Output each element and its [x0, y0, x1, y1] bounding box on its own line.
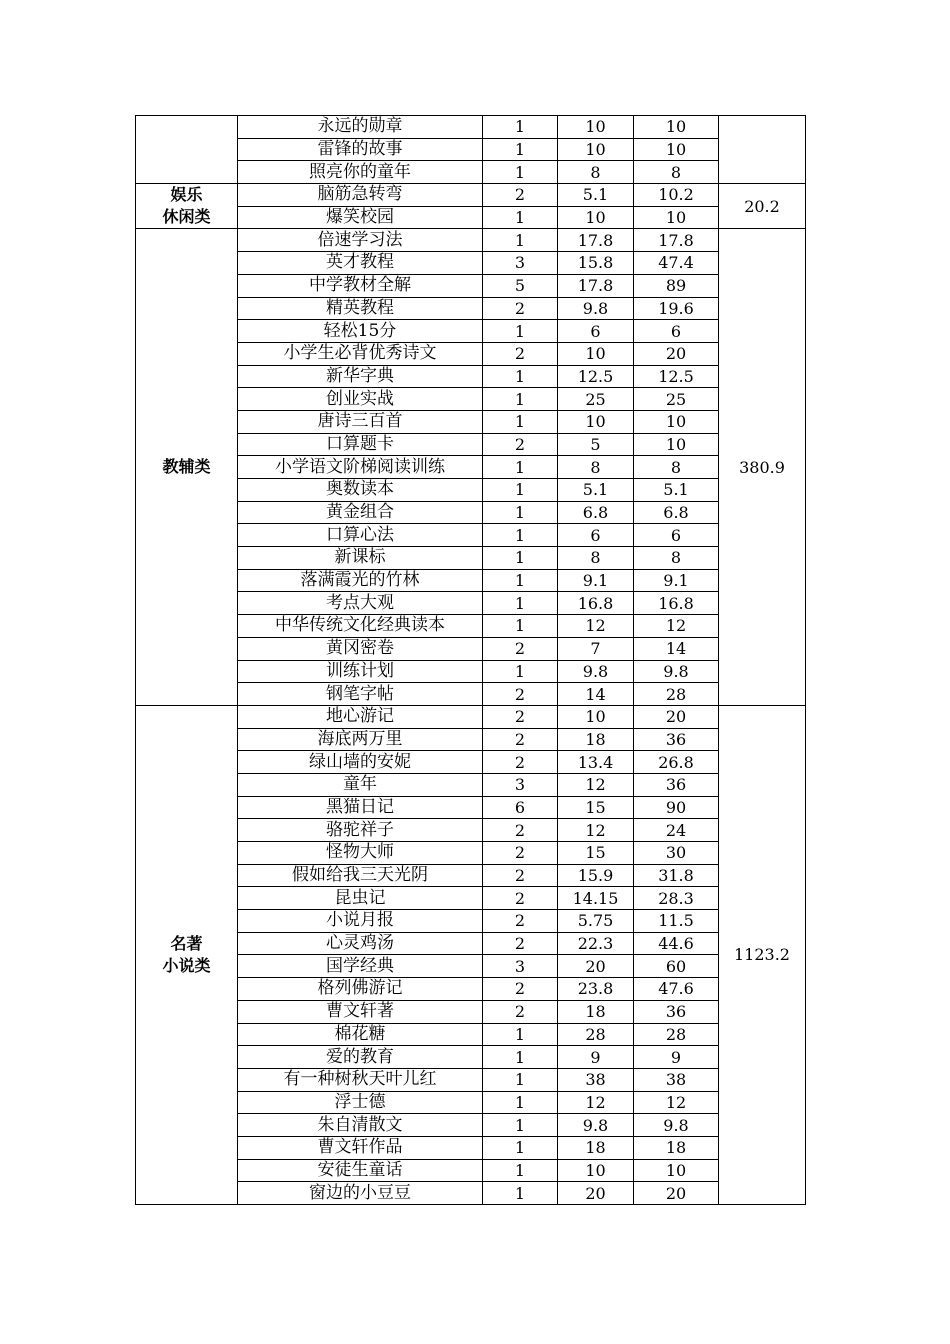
book-name-cell: 朱自清散文 [238, 1114, 483, 1137]
book-amount-cell: 10.2 [634, 184, 719, 207]
book-price-cell: 10 [558, 206, 634, 229]
book-qty-cell: 2 [483, 819, 558, 842]
book-amount-cell: 16.8 [634, 592, 719, 615]
book-price-cell: 13.4 [558, 751, 634, 774]
book-price-cell: 9.1 [558, 569, 634, 592]
book-name-cell: 浮士德 [238, 1091, 483, 1114]
book-name-cell: 考点大观 [238, 592, 483, 615]
book-qty-cell: 2 [483, 184, 558, 207]
book-price-cell: 5.1 [558, 479, 634, 502]
book-price-cell: 20 [558, 955, 634, 978]
book-name-cell: 心灵鸡汤 [238, 932, 483, 955]
book-qty-cell: 1 [483, 479, 558, 502]
book-qty-cell: 1 [483, 615, 558, 638]
book-amount-cell: 9.8 [634, 1114, 719, 1137]
book-price-cell: 8 [558, 456, 634, 479]
book-amount-cell: 36 [634, 1000, 719, 1023]
book-amount-cell: 12 [634, 1091, 719, 1114]
book-qty-cell: 2 [483, 637, 558, 660]
book-qty-cell: 1 [483, 365, 558, 388]
book-qty-cell: 1 [483, 388, 558, 411]
book-qty-cell: 1 [483, 660, 558, 683]
book-qty-cell: 1 [483, 320, 558, 343]
book-name-cell: 精英教程 [238, 297, 483, 320]
book-amount-cell: 89 [634, 274, 719, 297]
book-amount-cell: 6 [634, 320, 719, 343]
book-amount-cell: 8 [634, 161, 719, 184]
book-amount-cell: 28.3 [634, 887, 719, 910]
book-price-cell: 28 [558, 1023, 634, 1046]
book-qty-cell: 1 [483, 229, 558, 252]
book-name-cell: 绿山墙的安妮 [238, 751, 483, 774]
book-qty-cell: 1 [483, 1136, 558, 1159]
book-amount-cell: 12.5 [634, 365, 719, 388]
book-name-cell: 国学经典 [238, 955, 483, 978]
book-price-cell: 14.15 [558, 887, 634, 910]
book-price-cell: 14 [558, 683, 634, 706]
book-name-cell: 地心游记 [238, 705, 483, 728]
book-qty-cell: 1 [483, 116, 558, 139]
category-total-cell: 380.9 [719, 229, 806, 705]
book-price-cell: 12 [558, 615, 634, 638]
book-name-cell: 新华字典 [238, 365, 483, 388]
book-price-cell: 9 [558, 1046, 634, 1069]
table-row [136, 184, 806, 207]
book-qty-cell: 3 [483, 955, 558, 978]
book-amount-cell: 25 [634, 388, 719, 411]
book-qty-cell: 1 [483, 1114, 558, 1137]
book-amount-cell: 44.6 [634, 932, 719, 955]
book-price-cell: 18 [558, 1000, 634, 1023]
book-name-cell: 海底两万里 [238, 728, 483, 751]
book-name-cell: 英才教程 [238, 252, 483, 275]
book-name-cell: 口算心法 [238, 524, 483, 547]
book-qty-cell: 1 [483, 1046, 558, 1069]
book-qty-cell: 1 [483, 456, 558, 479]
book-name-cell: 新课标 [238, 547, 483, 570]
book-amount-cell: 24 [634, 819, 719, 842]
book-price-cell: 10 [558, 1159, 634, 1182]
book-name-cell: 永远的勋章 [238, 116, 483, 139]
book-name-cell: 中学教材全解 [238, 274, 483, 297]
book-name-cell: 小说月报 [238, 910, 483, 933]
book-qty-cell: 2 [483, 751, 558, 774]
category-cell [136, 705, 238, 1204]
book-price-cell: 12 [558, 773, 634, 796]
book-price-cell: 10 [558, 410, 634, 433]
book-price-cell: 5 [558, 433, 634, 456]
category-label: 休闲类 [162, 207, 211, 227]
book-name-cell: 脑筋急转弯 [238, 184, 483, 207]
book-amount-cell: 11.5 [634, 910, 719, 933]
book-amount-cell: 9 [634, 1046, 719, 1069]
book-amount-cell: 10 [634, 433, 719, 456]
book-qty-cell: 1 [483, 592, 558, 615]
book-name-cell: 黑猫日记 [238, 796, 483, 819]
book-price-cell: 9.8 [558, 297, 634, 320]
category-total-cell: 1123.2 [719, 705, 806, 1204]
book-amount-cell: 26.8 [634, 751, 719, 774]
book-price-cell: 10 [558, 138, 634, 161]
book-amount-cell: 60 [634, 955, 719, 978]
book-name-cell: 口算题卡 [238, 433, 483, 456]
book-price-cell: 6 [558, 524, 634, 547]
book-price-cell: 15.9 [558, 864, 634, 887]
book-price-cell: 9.8 [558, 1114, 634, 1137]
book-price-cell: 18 [558, 1136, 634, 1159]
book-qty-cell: 2 [483, 342, 558, 365]
book-amount-cell: 36 [634, 728, 719, 751]
book-price-cell: 25 [558, 388, 634, 411]
book-name-cell: 训练计划 [238, 660, 483, 683]
category-cell [136, 229, 238, 705]
book-qty-cell: 1 [483, 569, 558, 592]
book-amount-cell: 8 [634, 547, 719, 570]
book-amount-cell: 31.8 [634, 864, 719, 887]
book-amount-cell: 36 [634, 773, 719, 796]
book-name-cell: 曹文轩著 [238, 1000, 483, 1023]
book-name-cell: 奥数读本 [238, 479, 483, 502]
book-amount-cell: 47.4 [634, 252, 719, 275]
book-name-cell: 小学语文阶梯阅读训练 [238, 456, 483, 479]
book-qty-cell: 1 [483, 1182, 558, 1205]
book-name-cell: 钢笔字帖 [238, 683, 483, 706]
book-price-cell: 8 [558, 547, 634, 570]
book-price-cell: 10 [558, 116, 634, 139]
book-qty-cell: 1 [483, 410, 558, 433]
book-amount-cell: 8 [634, 456, 719, 479]
book-qty-cell: 2 [483, 705, 558, 728]
book-price-cell: 6 [558, 320, 634, 343]
book-name-cell: 假如给我三天光阴 [238, 864, 483, 887]
book-qty-cell: 5 [483, 274, 558, 297]
book-qty-cell: 2 [483, 910, 558, 933]
book-amount-cell: 10 [634, 206, 719, 229]
book-price-cell: 8 [558, 161, 634, 184]
book-price-cell: 15 [558, 842, 634, 865]
book-name-cell: 昆虫记 [238, 887, 483, 910]
book-price-cell: 7 [558, 637, 634, 660]
book-amount-cell: 12 [634, 615, 719, 638]
book-amount-cell: 14 [634, 637, 719, 660]
book-price-cell: 15 [558, 796, 634, 819]
book-qty-cell: 1 [483, 1068, 558, 1091]
book-qty-cell: 2 [483, 1000, 558, 1023]
book-amount-cell: 20 [634, 705, 719, 728]
book-name-cell: 棉花糖 [238, 1023, 483, 1046]
book-qty-cell: 1 [483, 1159, 558, 1182]
book-amount-cell: 28 [634, 683, 719, 706]
book-name-cell: 照亮你的童年 [238, 161, 483, 184]
book-name-cell: 轻松15分 [238, 320, 483, 343]
book-name-cell: 黄冈密卷 [238, 637, 483, 660]
category-cell [136, 184, 238, 229]
book-price-cell: 6.8 [558, 501, 634, 524]
book-amount-cell: 9.8 [634, 660, 719, 683]
book-amount-cell: 10 [634, 116, 719, 139]
book-name-cell: 曹文轩作品 [238, 1136, 483, 1159]
book-price-cell: 17.8 [558, 229, 634, 252]
book-price-cell: 12 [558, 819, 634, 842]
book-name-cell: 爱的教育 [238, 1046, 483, 1069]
book-amount-cell: 10 [634, 410, 719, 433]
book-amount-cell: 20 [634, 342, 719, 365]
book-qty-cell: 3 [483, 252, 558, 275]
book-name-cell: 安徒生童话 [238, 1159, 483, 1182]
book-price-cell: 5.75 [558, 910, 634, 933]
book-amount-cell: 30 [634, 842, 719, 865]
book-amount-cell: 20 [634, 1182, 719, 1205]
book-name-cell: 小学生必背优秀诗文 [238, 342, 483, 365]
table-body [136, 116, 806, 1205]
book-qty-cell: 2 [483, 433, 558, 456]
book-qty-cell: 3 [483, 773, 558, 796]
book-price-cell: 20 [558, 1182, 634, 1205]
category-label: 教辅类 [162, 457, 211, 477]
book-qty-cell: 2 [483, 978, 558, 1001]
book-qty-cell: 6 [483, 796, 558, 819]
book-qty-cell: 1 [483, 1091, 558, 1114]
book-amount-cell: 19.6 [634, 297, 719, 320]
book-amount-cell: 5.1 [634, 479, 719, 502]
book-qty-cell: 2 [483, 683, 558, 706]
category-label: 名著 [170, 933, 203, 953]
category-total-cell [719, 116, 806, 184]
book-price-cell: 10 [558, 342, 634, 365]
book-qty-cell: 2 [483, 728, 558, 751]
book-name-cell: 有一种树秋天叶儿红 [238, 1068, 483, 1091]
book-amount-cell: 6.8 [634, 501, 719, 524]
book-name-cell: 唐诗三百首 [238, 410, 483, 433]
book-amount-cell: 18 [634, 1136, 719, 1159]
book-qty-cell: 1 [483, 524, 558, 547]
book-qty-cell: 1 [483, 161, 558, 184]
book-price-cell: 16.8 [558, 592, 634, 615]
book-name-cell: 创业实战 [238, 388, 483, 411]
table-row [136, 229, 806, 252]
book-amount-cell: 17.8 [634, 229, 719, 252]
book-amount-cell: 6 [634, 524, 719, 547]
table-row [136, 705, 806, 728]
book-qty-cell: 1 [483, 1023, 558, 1046]
book-qty-cell: 2 [483, 842, 558, 865]
book-name-cell: 怪物大师 [238, 842, 483, 865]
category-label: 娱乐 [170, 185, 203, 205]
book-amount-cell: 9.1 [634, 569, 719, 592]
book-purchase-table [135, 115, 806, 1205]
book-name-cell: 爆笑校园 [238, 206, 483, 229]
book-price-cell: 9.8 [558, 660, 634, 683]
category-label: 小说类 [162, 955, 211, 975]
book-price-cell: 23.8 [558, 978, 634, 1001]
category-cell [136, 116, 238, 184]
book-name-cell: 骆驼祥子 [238, 819, 483, 842]
book-name-cell: 窗边的小豆豆 [238, 1182, 483, 1205]
book-name-cell: 落满霞光的竹林 [238, 569, 483, 592]
book-qty-cell: 2 [483, 864, 558, 887]
book-price-cell: 22.3 [558, 932, 634, 955]
book-qty-cell: 1 [483, 206, 558, 229]
category-total-cell: 20.2 [719, 184, 806, 229]
book-amount-cell: 38 [634, 1068, 719, 1091]
book-name-cell: 中华传统文化经典读本 [238, 615, 483, 638]
book-amount-cell: 10 [634, 1159, 719, 1182]
book-name-cell: 雷锋的故事 [238, 138, 483, 161]
book-price-cell: 17.8 [558, 274, 634, 297]
book-amount-cell: 28 [634, 1023, 719, 1046]
book-price-cell: 5.1 [558, 184, 634, 207]
book-qty-cell: 2 [483, 887, 558, 910]
book-name-cell: 童年 [238, 773, 483, 796]
book-amount-cell: 47.6 [634, 978, 719, 1001]
book-qty-cell: 1 [483, 138, 558, 161]
book-qty-cell: 1 [483, 501, 558, 524]
book-price-cell: 12.5 [558, 365, 634, 388]
book-name-cell: 倍速学习法 [238, 229, 483, 252]
book-price-cell: 10 [558, 705, 634, 728]
book-price-cell: 15.8 [558, 252, 634, 275]
book-qty-cell: 2 [483, 297, 558, 320]
book-amount-cell: 10 [634, 138, 719, 161]
book-price-cell: 38 [558, 1068, 634, 1091]
table-row [136, 116, 806, 139]
book-price-cell: 12 [558, 1091, 634, 1114]
book-name-cell: 格列佛游记 [238, 978, 483, 1001]
book-price-cell: 18 [558, 728, 634, 751]
book-amount-cell: 90 [634, 796, 719, 819]
book-qty-cell: 1 [483, 547, 558, 570]
book-qty-cell: 2 [483, 932, 558, 955]
book-name-cell: 黄金组合 [238, 501, 483, 524]
